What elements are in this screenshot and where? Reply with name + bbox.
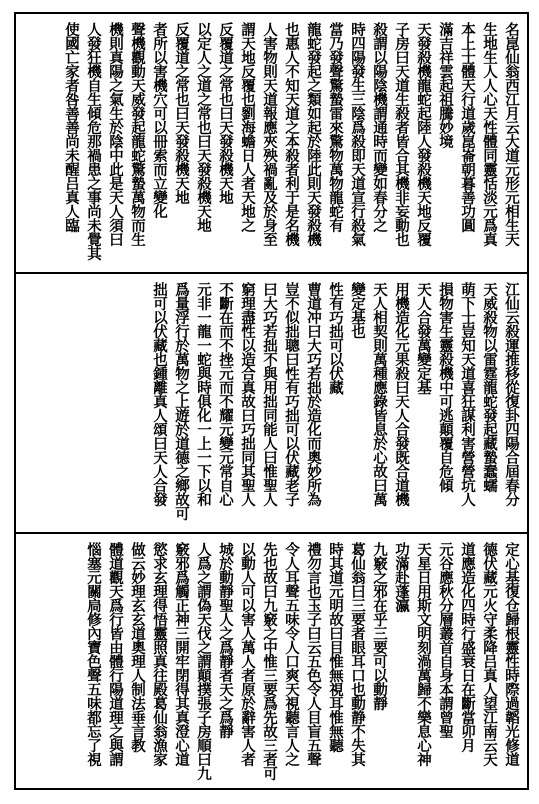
text-column: 不斷在而不挫元而不耀元變元常自心 bbox=[217, 282, 234, 506]
text-column: 窮理盡性以造合真故曰巧拙同其聖人 bbox=[239, 282, 256, 506]
text-column: 道應造化四時行盛衰日在斷當卯月 bbox=[459, 542, 476, 752]
column-group bbox=[22, 542, 521, 782]
text-column: 也惠人不知天道之本殺者利于是名機 bbox=[283, 22, 300, 246]
text-column: 天威殺物以雷霆龍蛇發起藏蟄蠢蠕 bbox=[481, 282, 498, 492]
text-column: 拙可以伏藏也鍾離真人頌曰天人合發 bbox=[151, 282, 168, 506]
text-column: 以動人可以害人萬人者原於辭害人者 bbox=[239, 542, 256, 766]
text-column: 功滿赴蓬瀛 bbox=[393, 542, 410, 612]
text-column: 聲機觀動天威發起龍蛇驚蟄萬物而生 bbox=[129, 22, 146, 246]
text-column: 者所以害機穴可以冊索而立變化 bbox=[151, 22, 168, 218]
text-column: 名崑仙翁西江月云大道元形元相生天 bbox=[503, 22, 520, 246]
text-column: 時四陽發生三陰爲殺即天道宣行殺氣 bbox=[349, 22, 366, 246]
text-column: 天人相契則萬種應錄皆息於心故曰萬 bbox=[371, 282, 388, 506]
text-column: 慾求玄理得悟靈照真往殿葛仙翁漁家 bbox=[151, 542, 168, 766]
text-column: 天發殺機龍蛇起陸人發殺機天地反覆 bbox=[415, 22, 432, 246]
text-column: 人發狂機自生傾危那禍患之事尚未覺其 bbox=[85, 22, 102, 260]
text-column: 子房曰天道生殺者皆合其機非妄動也 bbox=[393, 22, 410, 246]
panel-top bbox=[16, 14, 527, 274]
text-column: 惱塞元關扃修內寶色聲五味都忘了視 bbox=[85, 542, 102, 766]
text-column: 當乃發聲驚蟄雷來驚物萬物龍蛇有 bbox=[327, 22, 344, 232]
text-column: 本上士體天行道歲崑崙朝暮善功圓 bbox=[459, 22, 476, 232]
text-column: 生地生人人心天性體同靈恬淡元爲真 bbox=[481, 22, 498, 246]
text-column: 爲量浮行於萬物之上遊於道德之鄉故可 bbox=[173, 282, 190, 520]
column-group bbox=[22, 22, 521, 266]
text-column: 天星日用斯文明刻渦萬歸不樂息心神 bbox=[415, 542, 432, 766]
text-column: 先也故曰九竅之中惟三要爲先故三者可 bbox=[261, 542, 278, 780]
text-column: 曹道冲曰大巧若拙於造化而奧妙所為 bbox=[305, 282, 322, 506]
panel-bottom bbox=[16, 534, 527, 788]
text-column: 人爲之謂偽天伐之謂顛撲張子房順曰九 bbox=[195, 542, 212, 780]
panel-middle bbox=[16, 274, 527, 534]
text-column: 謂天地反覆也劉海蟾日人者天地之 bbox=[239, 22, 256, 232]
text-column: 以定人之道之常也曰天發殺機天地 bbox=[195, 22, 212, 232]
text-column: 機則真陽之氣生於陰中此是天人須曰 bbox=[107, 22, 124, 246]
text-column: 體道觀天爲行皆由體行陽道理之與謂 bbox=[107, 542, 124, 766]
text-column: 葛仙翁曰三要者眼耳口也動静不失其 bbox=[349, 542, 366, 766]
text-column: 人害物則天道報應夾殃禍亂及於身至 bbox=[261, 22, 278, 246]
text-column: 用機造化元果殺曰天人合發既合道機 bbox=[393, 282, 410, 506]
text-column: 使國亡家者咎善善尚未醒吕真人臨 bbox=[63, 22, 80, 232]
scripture-page bbox=[14, 12, 529, 790]
text-column: 竅邪爲觸正神三開牢閉得其真澄心道 bbox=[173, 542, 190, 766]
text-column: 時其道元明故曰目惟無視耳惟無聽 bbox=[327, 542, 344, 752]
text-column: 城於動靜聖人之爲靜者天之爲靜 bbox=[217, 542, 234, 738]
text-column: 變定基也 bbox=[349, 282, 366, 338]
text-column: 令人耳聲五味令人口爽天視聽言人之 bbox=[283, 542, 300, 766]
text-column: 反覆道之常也曰天發殺機天地 bbox=[217, 22, 234, 204]
text-column: 滿吉祥雲起祖騰妙境 bbox=[437, 22, 454, 148]
text-column: 龍蛇發起之類如起於陸此則天發殺機 bbox=[305, 22, 322, 246]
text-column: 定心基復仓歸根靈性時際過韜光修道 bbox=[503, 542, 520, 766]
text-column: 德伏藏元火守柔降吕真人望江南云天 bbox=[481, 542, 498, 766]
text-column: 萌下士豈知天道喜狂謀利害營營坑人 bbox=[459, 282, 476, 506]
text-column: 做云妙理玄玄道奧理人制法垂言教 bbox=[129, 542, 146, 752]
text-column: 性有巧拙可以伏藏 bbox=[327, 282, 344, 394]
text-column: 殺謂以陽陰機謂通時而變如春分之 bbox=[371, 22, 388, 232]
text-column: 元谷應秋分層叢首自身本謂曾聖 bbox=[437, 542, 454, 738]
text-column: 損物害生靈殺機中可逃顛覆自危傾 bbox=[437, 282, 454, 492]
text-column: 九竅之邪在乎三要可以動靜 bbox=[371, 542, 388, 710]
text-column: 曰大巧若拙不與用拙同能人曰惟聖人 bbox=[261, 282, 278, 506]
text-column: 反覆道之常也曰天發殺機天地 bbox=[173, 22, 190, 204]
text-column: 元非一龍一蛇與時俱化一上一下以和 bbox=[195, 282, 212, 506]
text-column: 禮勿言也玉子曰云五色令人目盲五聲 bbox=[305, 542, 322, 766]
column-group bbox=[22, 282, 521, 526]
text-column: 豈不似拙聰曰性有巧拙可以伏藏老子 bbox=[283, 282, 300, 506]
text-column: 天人合發萬變定基 bbox=[415, 282, 432, 394]
text-column: 江仙云殺運推移從復卦四陽合屆春分 bbox=[503, 282, 520, 506]
